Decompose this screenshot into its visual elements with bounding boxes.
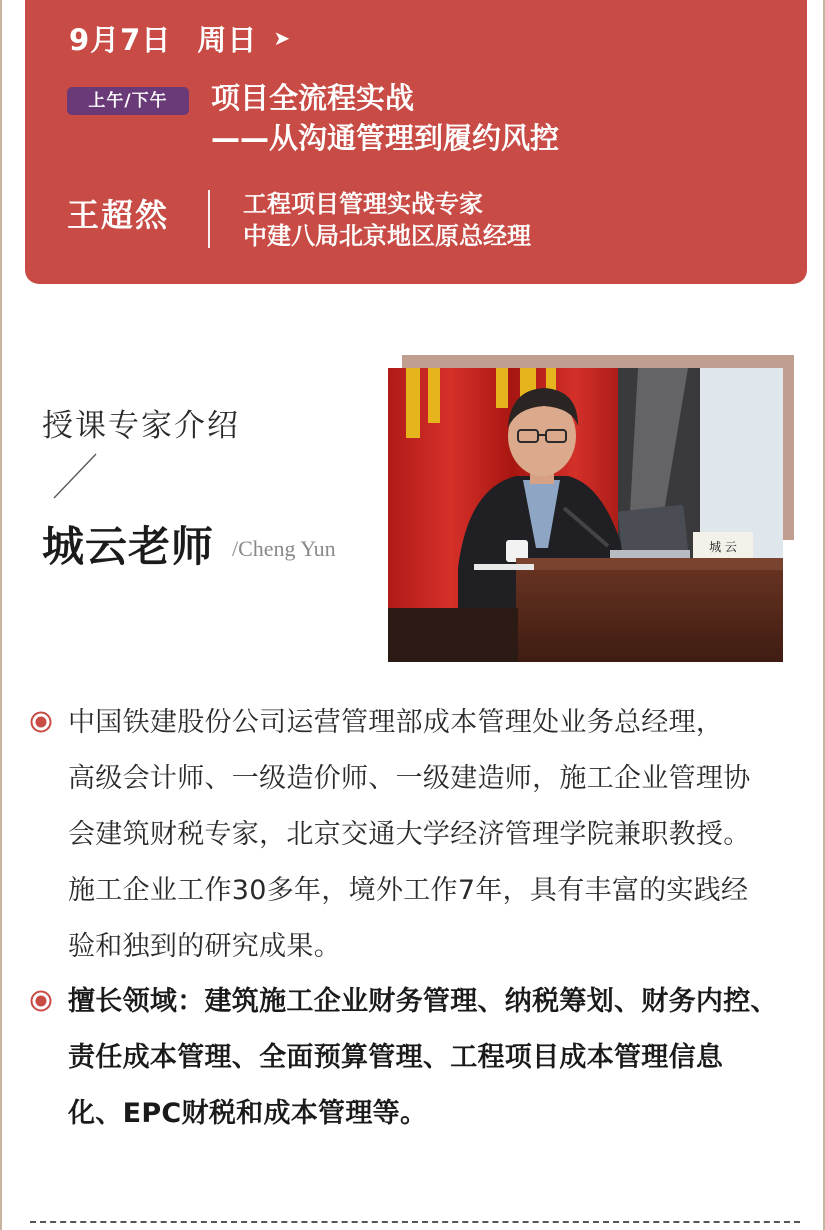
- bio-line: 施工企业工作30多年，境外工作7年，具有丰富的实践经: [68, 875, 749, 906]
- session-badge: 上午/下午: [67, 87, 189, 115]
- expertise-paragraph: [68, 974, 798, 1142]
- page-left-border: [0, 0, 2, 1230]
- speaker-name: 王超然: [67, 196, 170, 234]
- expertise-line: 化、EPC财税和成本管理等。: [68, 1098, 428, 1129]
- date-row: [69, 18, 291, 58]
- vertical-divider: [208, 190, 210, 248]
- dashed-divider: [30, 1221, 800, 1223]
- teacher-name-en: /Cheng Yun: [232, 536, 336, 561]
- schedule-card: [25, 0, 807, 284]
- speaker-info: [243, 188, 531, 252]
- schedule-weekday: 周日: [197, 22, 258, 57]
- section-heading: 授课专家介绍: [42, 408, 240, 444]
- speaker-title-2: 中建八局北京地区原总经理: [243, 222, 531, 250]
- course-title: [211, 78, 559, 158]
- slash-divider: [50, 450, 102, 502]
- bullet-dot-icon: [30, 711, 52, 733]
- teacher-photo: [388, 368, 783, 662]
- speaker-title-1: 工程项目管理实战专家: [243, 190, 483, 218]
- nameplate-text: 城 云: [709, 540, 737, 554]
- bullet-dot-icon: [30, 990, 52, 1012]
- bio-line: 高级会计师、一级造价师、一级建造师，施工企业管理协: [68, 763, 751, 794]
- teacher-name: 城云老师: [42, 522, 215, 571]
- bio-line: 中国铁建股份公司运营管理部成本管理处业务总经理，: [68, 707, 724, 738]
- bio-paragraph: [68, 695, 798, 975]
- course-title-line-1: 项目全流程实战: [211, 81, 415, 115]
- schedule-date: 9月7日: [69, 22, 172, 57]
- expertise-line: 擅长领域：建筑施工企业财务管理、纳税筹划、财务内控、: [68, 986, 778, 1017]
- bio-line: 会建筑财税专家，北京交通大学经济管理学院兼职教授。: [68, 819, 751, 850]
- course-title-line-2: ——从沟通管理到履约风控: [211, 121, 560, 155]
- bio-line: 验和独到的研究成果。: [68, 931, 341, 962]
- expertise-line: 责任成本管理、全面预算管理、工程项目成本管理信息: [68, 1042, 724, 1073]
- arrow-right-icon: ➤: [273, 26, 292, 50]
